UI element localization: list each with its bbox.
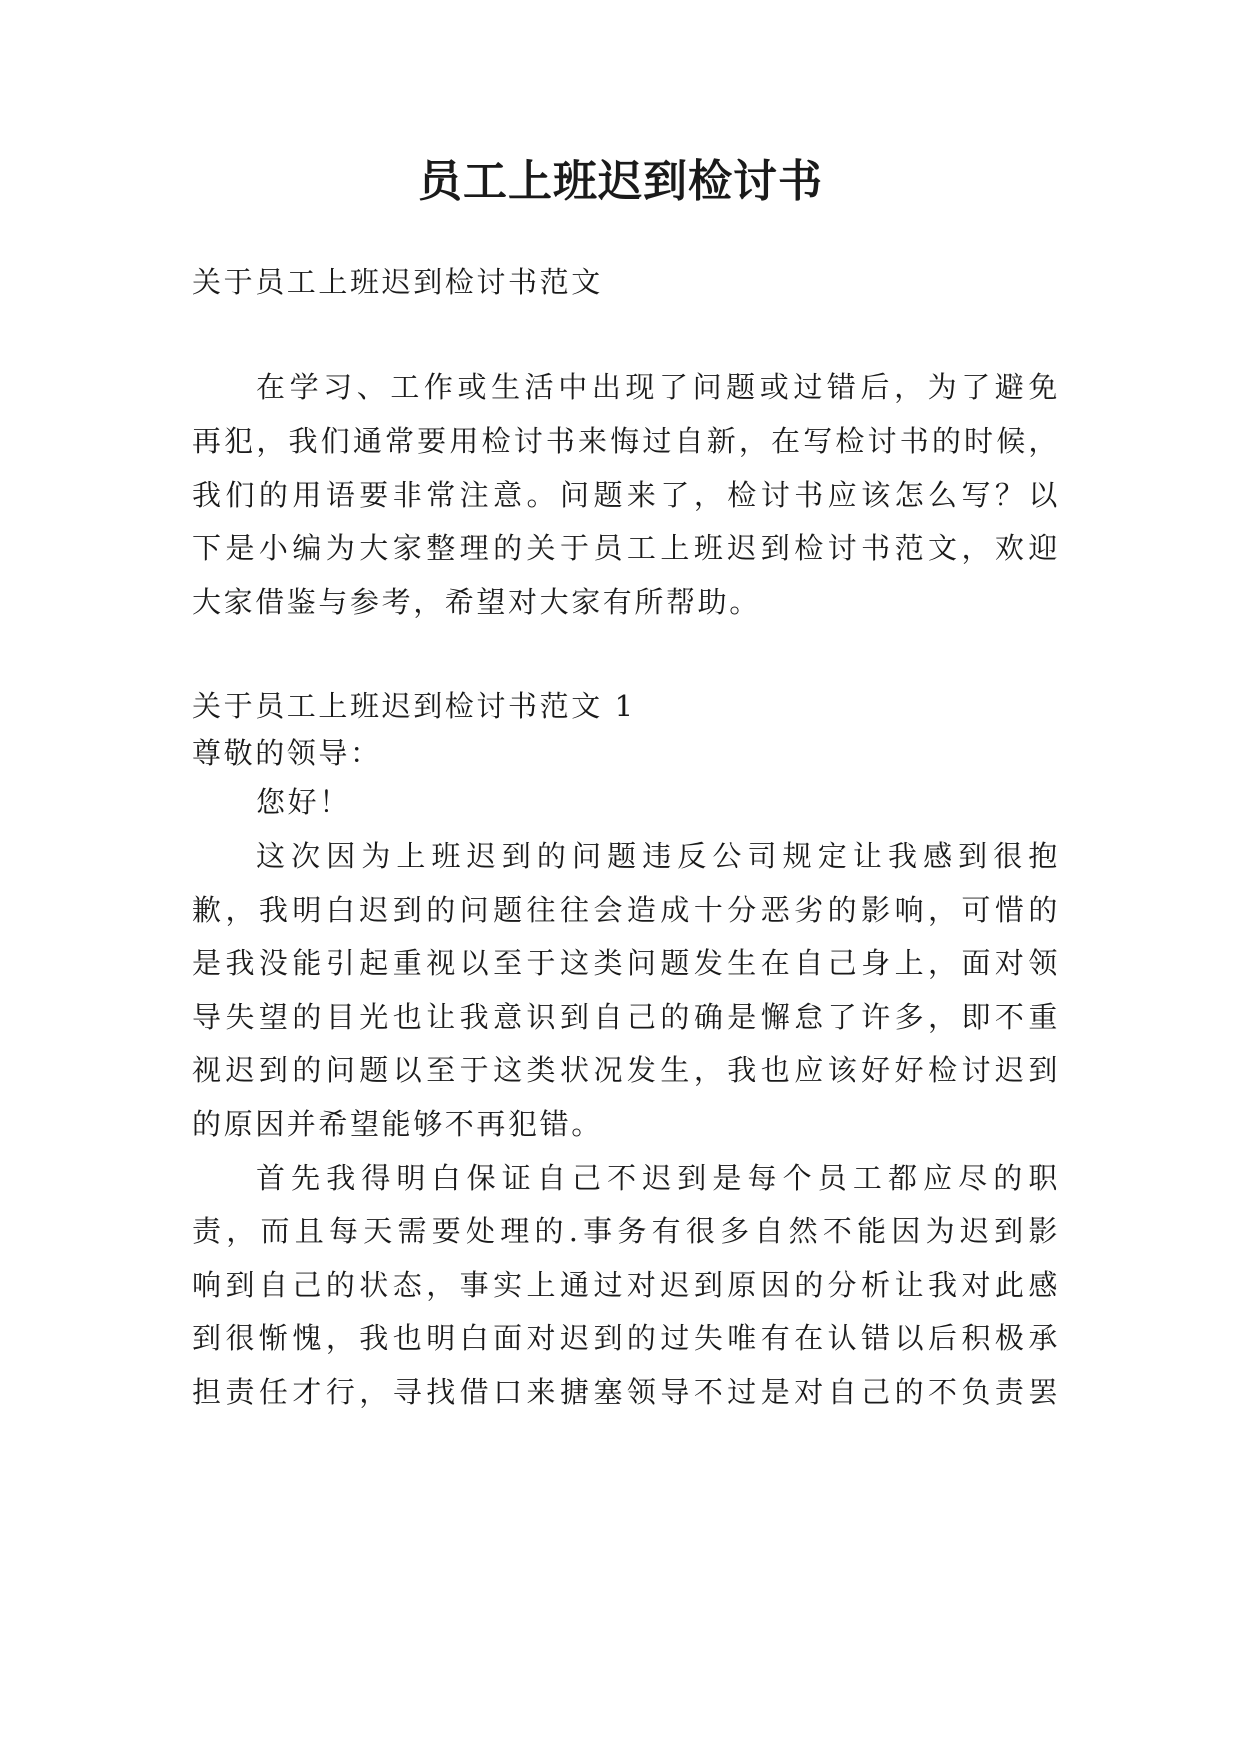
paragraph-line: 责，而且每天需要处理的.事务有很多自然不能因为迟到影 (192, 1214, 1060, 1248)
paragraph-line: 到很惭愧，我也明白面对迟到的过失唯有在认错以后积极承 (192, 1321, 1060, 1355)
paragraph-line: 导失望的目光也让我意识到自己的确是懈怠了许多，即不重 (192, 1000, 1060, 1034)
greeting: 您好！ (256, 785, 351, 819)
subtitle: 关于员工上班迟到检讨书范文 (192, 265, 603, 299)
paragraph-line: 歉，我明白迟到的问题往往会造成十分恶劣的影响，可惜的 (192, 893, 1060, 927)
paragraph-line: 是我没能引起重视以至于这类问题发生在自己身上，面对领 (192, 946, 1060, 980)
intro-line: 下是小编为大家整理的关于员工上班迟到检讨书范文，欢迎 (192, 531, 1060, 565)
salutation: 尊敬的领导： (192, 736, 382, 770)
section-heading: 关于员工上班迟到检讨书范文 1 (192, 689, 636, 723)
intro-line: 再犯，我们通常要用检讨书来悔过自新，在写检讨书的时候， (192, 424, 1060, 458)
paragraph-line: 担责任才行，寻找借口来搪塞领导不过是对自己的不负责罢 (192, 1375, 1060, 1409)
paragraph-line: 的原因并希望能够不再犯错。 (192, 1107, 603, 1141)
paragraph-line: 首先我得明白保证自己不迟到是每个员工都应尽的职 (256, 1161, 1060, 1195)
intro-line: 在学习、工作或生活中出现了问题或过错后，为了避免 (256, 370, 1060, 404)
intro-line: 大家借鉴与参考，希望对大家有所帮助。 (192, 585, 761, 619)
paragraph-line: 响到自己的状态，事实上通过对迟到原因的分析让我对此感 (192, 1268, 1060, 1302)
document-title: 员工上班迟到检讨书 (418, 156, 823, 207)
paragraph-line: 这次因为上班迟到的问题违反公司规定让我感到很抱 (256, 839, 1060, 873)
paragraph-line: 视迟到的问题以至于这类状况发生，我也应该好好检讨迟到 (192, 1053, 1060, 1087)
intro-line: 我们的用语要非常注意。问题来了，检讨书应该怎么写？以 (192, 478, 1060, 512)
